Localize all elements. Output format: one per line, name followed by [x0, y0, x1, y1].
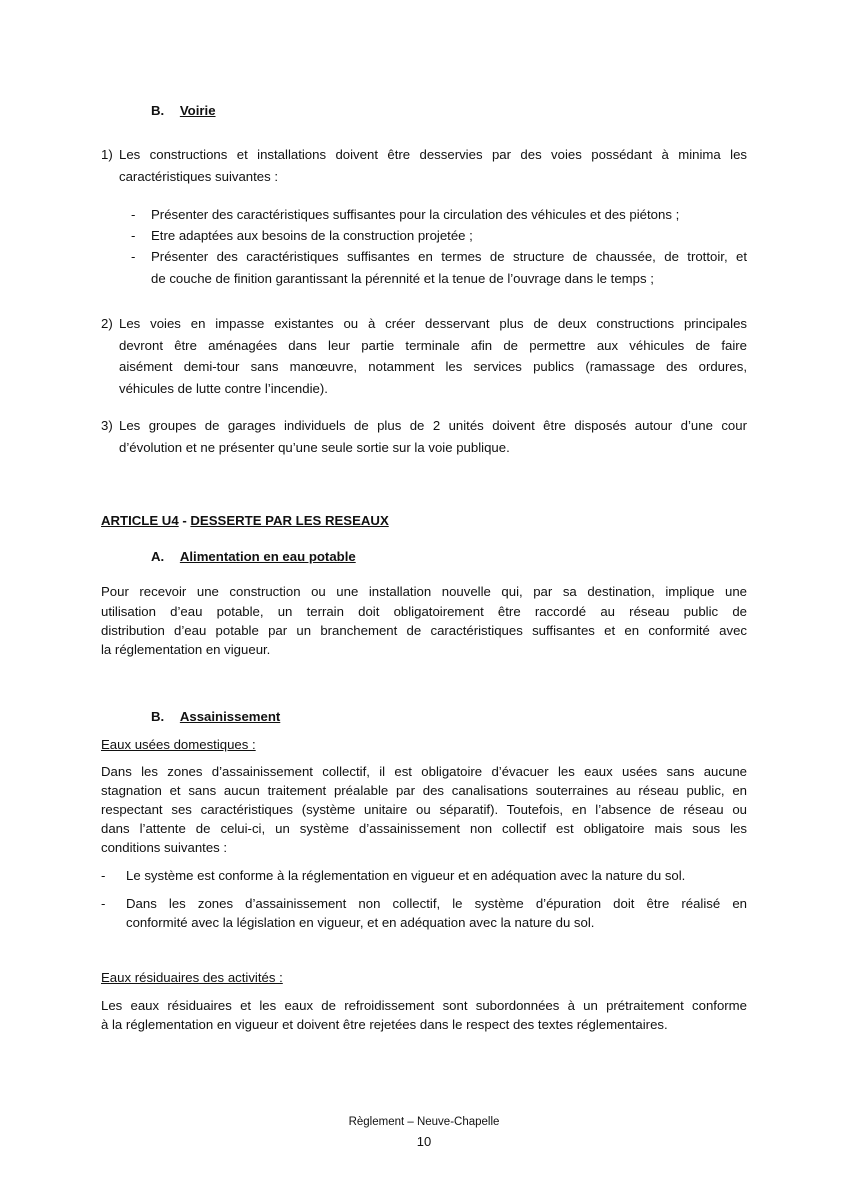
footer-document-title: Règlement – Neuve-Chapelle	[348, 1116, 500, 1128]
item2-line: véhicules de lutte contre l’incendie).	[119, 381, 328, 396]
bullet-item-continued: conformité avec la législation en vigueur, et en adéquation avec la nature du sol.	[126, 915, 595, 930]
bullet-item: Le système est conforme à la réglementation en vigueur et en adéquation avec la nature du sol.	[126, 868, 686, 883]
paragraph-line: Dans les zones d’assainissement collectif, il est obligatoire d’évacuer les eaux usées sans aucune	[101, 764, 747, 779]
paragraph-line: à la réglementation en vigueur et doivent être rejetées dans le respect des textes réglementaires.	[101, 1017, 668, 1032]
section-title: Alimentation en eau potable	[179, 549, 356, 564]
paragraph-line: Les eaux résiduaires et les eaux de refroidissement sont subordonnées à un prétraitement conforme	[101, 998, 747, 1013]
section-heading-assainissement	[151, 709, 280, 724]
paragraph-line: Pour recevoir une construction ou une installation nouvelle qui, par sa destination, implique une	[101, 584, 747, 599]
item3-line: d’évolution et ne présenter qu’une seule sortie sur la voie publique.	[119, 440, 510, 455]
section-heading-eau-potable	[151, 549, 356, 564]
section-heading-voirie	[151, 103, 216, 118]
paragraph-line: respectant ses caractéristiques (système unitaire ou séparatif). Toutefois, en l’absence de réseau ou	[101, 802, 747, 817]
section-title: Assainissement	[179, 709, 281, 724]
bullet-dash: -	[101, 868, 106, 883]
bullet-dash: -	[101, 896, 106, 911]
article-title: DESSERTE PAR LES RESEAUX	[190, 513, 389, 528]
item1-line1: Les constructions et installations doivent être desservies par des voies possédant à minima les	[119, 147, 747, 162]
bullet-item: Etre adaptées aux besoins de la construction projetée ;	[151, 228, 473, 243]
section-letter: A.	[151, 549, 165, 564]
paragraph-line: dans l’attente de celui-ci, un système d’assainissement non collectif est obligatoire mais sous les	[101, 821, 747, 836]
article-label: ARTICLE U4	[101, 513, 179, 528]
section-letter: B.	[151, 709, 165, 724]
item1-number: 1)	[101, 147, 113, 162]
paragraph-line: distribution d’eau potable par un branchement de caractéristiques suffisantes et en conformité avec	[101, 623, 747, 638]
item1-line2: caractéristiques suivantes :	[119, 169, 279, 184]
bullet-dash: -	[131, 207, 136, 222]
item2-number: 2)	[101, 316, 113, 331]
item2-line: devront être aménagées dans leur partie terminale afin de permettre aux véhicules de faire	[119, 338, 747, 353]
section-title: Voirie	[179, 103, 216, 118]
paragraph-line: conditions suivantes :	[101, 840, 228, 855]
article-separator: -	[178, 513, 191, 528]
paragraph-line: stagnation et sans aucun traitement préalable par des canalisations souterraines au réseau public, en	[101, 783, 747, 798]
bullet-dash: -	[131, 228, 136, 243]
item2-line: Les voies en impasse existantes ou à créer desservant plus de deux constructions principales	[119, 316, 747, 331]
bullet-item: Présenter des caractéristiques suffisantes en termes de structure de chaussée, de trottoir, et	[151, 249, 747, 264]
paragraph-line: utilisation d’eau potable, un terrain doit obligatoirement être raccordé au réseau public de	[101, 604, 747, 619]
article-heading	[101, 513, 389, 528]
paragraph-line: la réglementation en vigueur.	[101, 642, 271, 657]
item3-number: 3)	[101, 418, 113, 433]
bullet-item: Présenter des caractéristiques suffisantes pour la circulation des véhicules et des piétons ;	[151, 207, 680, 222]
subheading-eaux-residuaires: Eaux résiduaires des activités :	[101, 970, 283, 985]
item3-line: Les groupes de garages individuels de plus de 2 unités doivent être disposés autour d’une cour	[119, 418, 747, 433]
footer-page-number: 10	[416, 1134, 432, 1149]
bullet-item-continued: de couche de finition garantissant la pérennité et la tenue de l’ouvrage dans le temps ;	[151, 271, 654, 286]
item2-line: aisément demi-tour sans manœuvre, notamment les services publics (ramassage des ordures,	[119, 359, 747, 374]
section-letter: B.	[151, 103, 165, 118]
bullet-dash: -	[131, 249, 136, 264]
bullet-item: Dans les zones d’assainissement non collectif, le système d’épuration doit être réalisé en	[126, 896, 747, 911]
subheading-eaux-usees: Eaux usées domestiques :	[101, 737, 256, 752]
